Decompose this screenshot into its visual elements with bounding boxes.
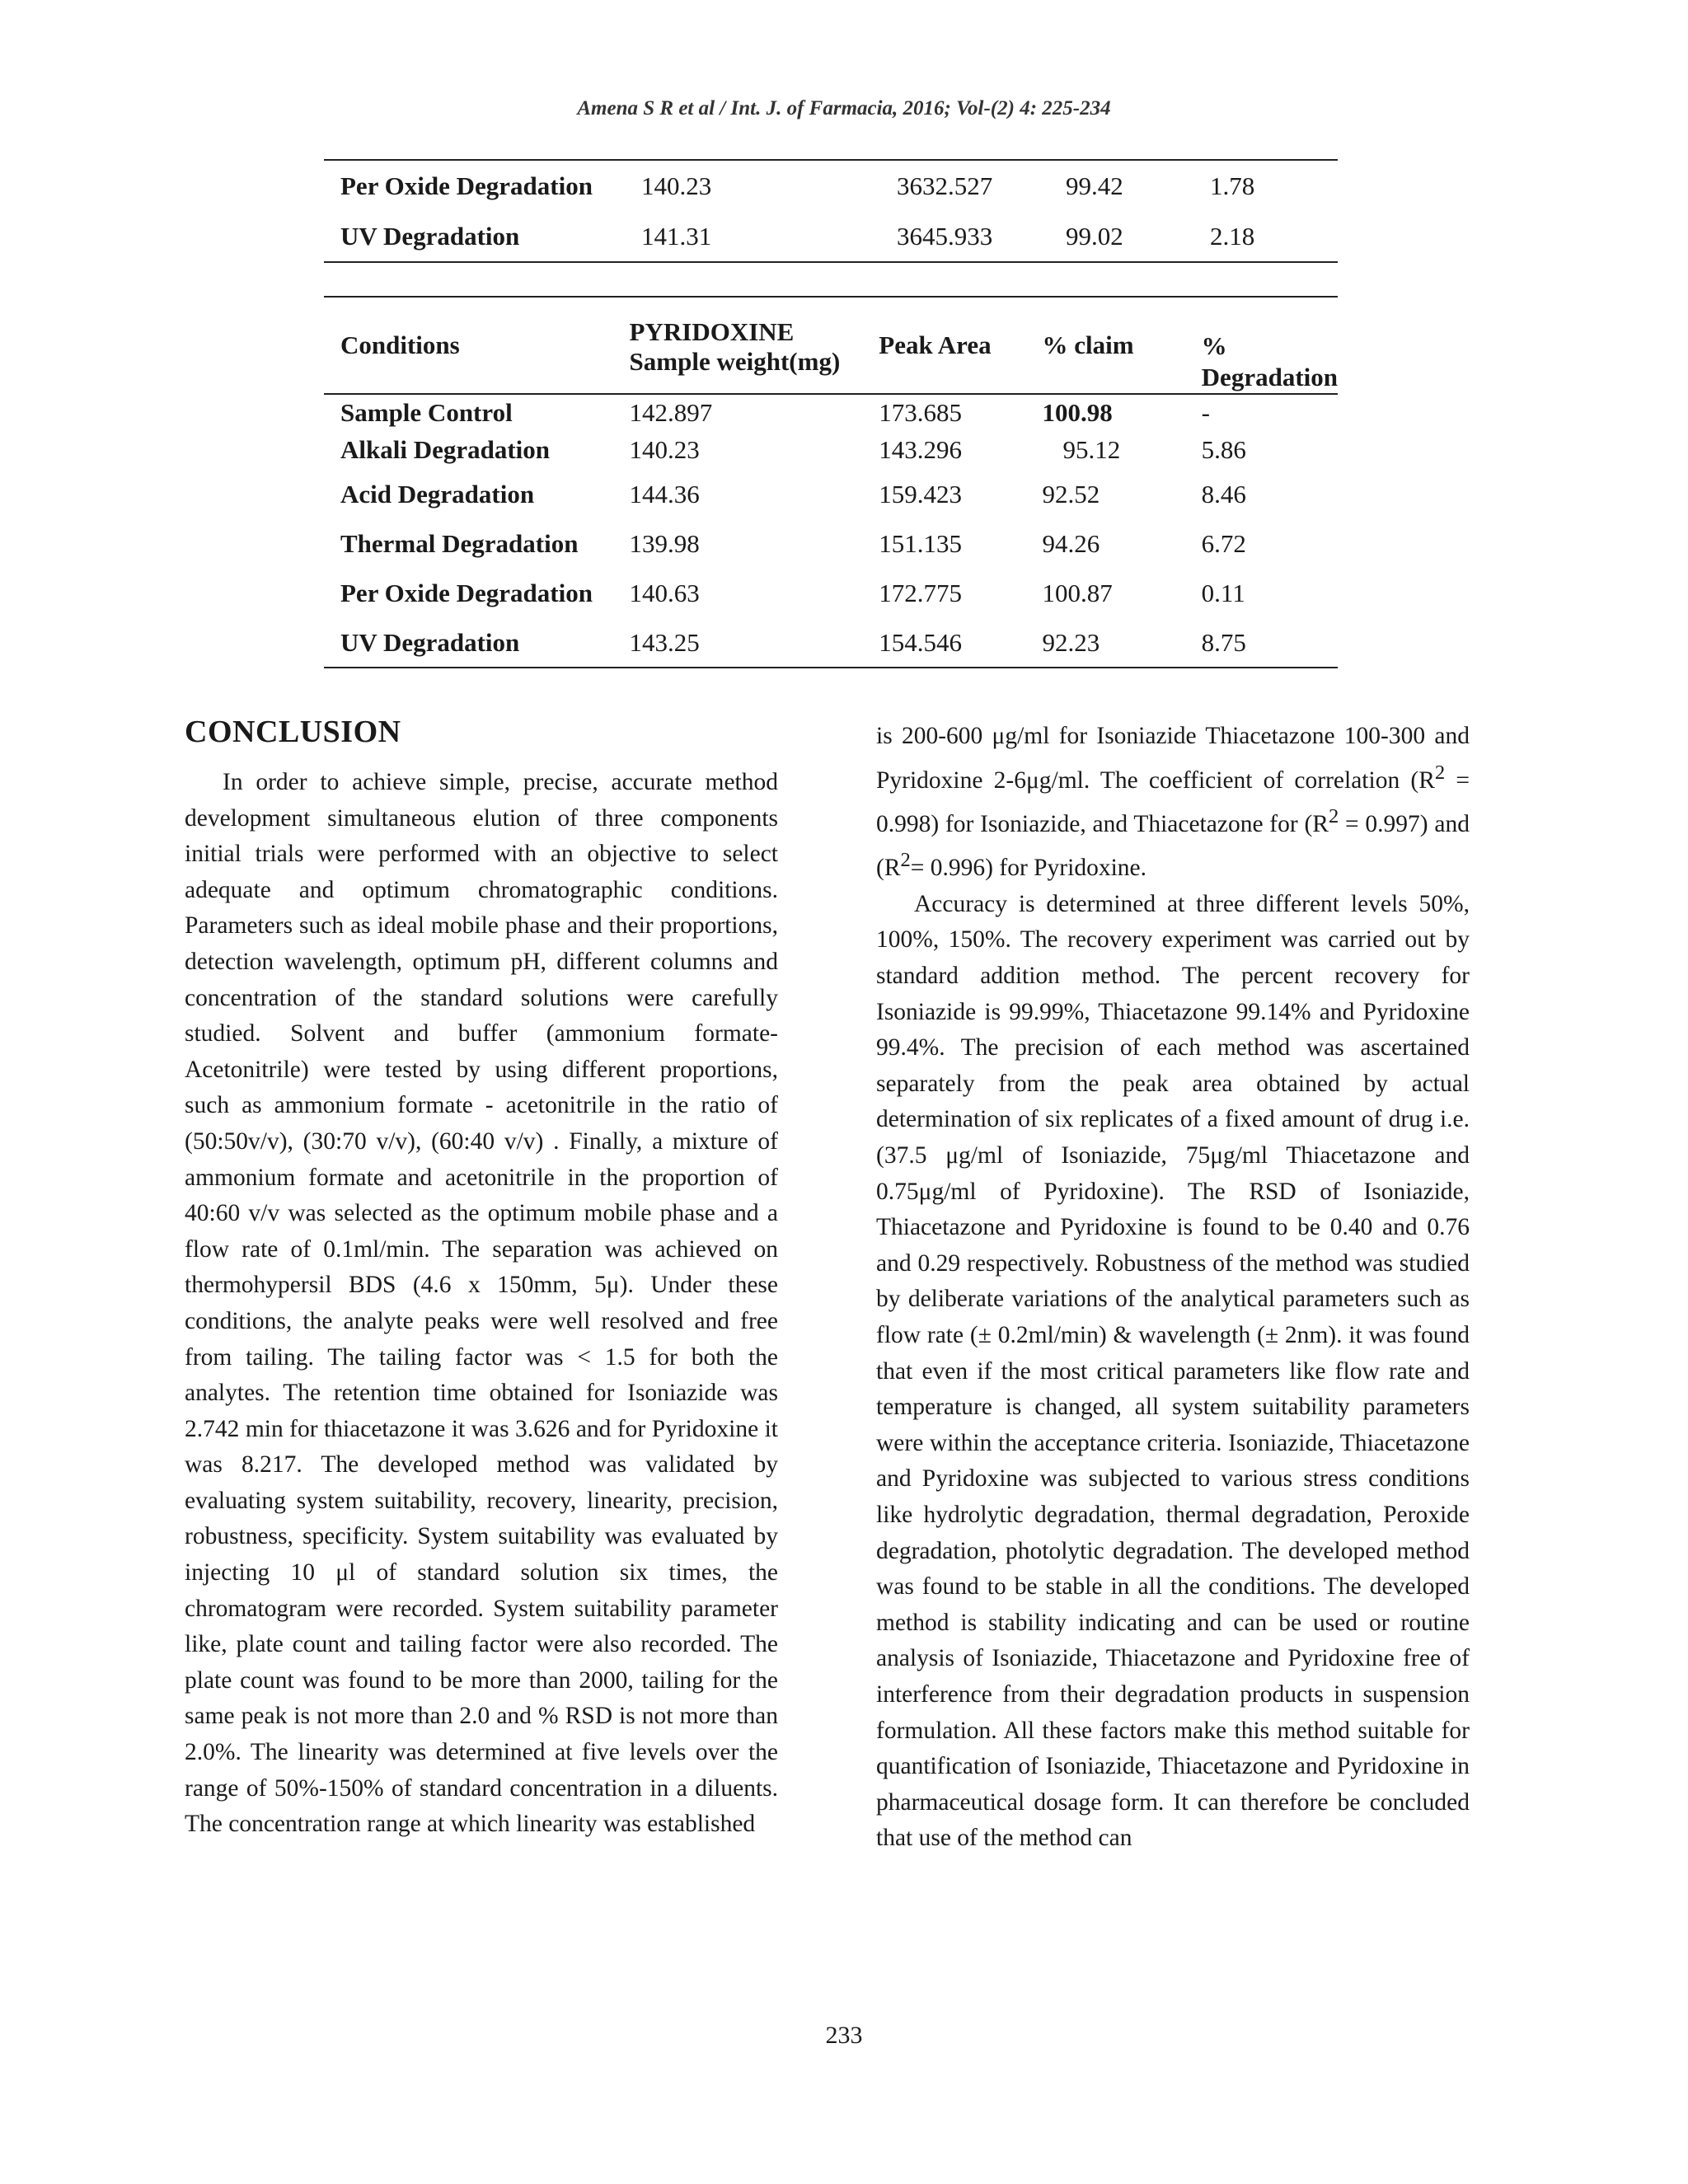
page-number: 233: [825, 2022, 863, 2049]
weight-cell: 140.23: [629, 435, 700, 464]
header-weight-label: Sample weight(mg): [629, 347, 841, 376]
superscript-2: 2: [900, 849, 911, 872]
left-column: [185, 765, 778, 1843]
claim-cell: 99.02: [1066, 221, 1123, 251]
header-degradation: [1185, 297, 1338, 394]
table-header-row: [324, 297, 1338, 394]
conclusion-paragraph-linearity: [876, 719, 1470, 887]
condition-cell: UV Degradation: [340, 221, 520, 251]
header-percent-symbol: %: [1201, 331, 1227, 360]
table-row: [324, 519, 1338, 569]
text-fragment: is 200-600 μg/ml for Isoniazide Thiacetazone 100-300 and Pyridoxine 2-6μg/ml. The coefficient of correlation (R: [876, 723, 1470, 794]
text-fragment: = 0.998) for Isoniazide, and Thiacetazone for (R: [876, 766, 1470, 837]
conclusion-paragraph-1: In order to achieve simple, precise, accurate method development simultaneous elution of three components initial trials were performed with an objective to select adequate and optimum chromatographic conditions. Parameters such as ideal mobile phase and their proportions, detection wavelength, optimum pH, different columns and concentration of the standard solutions were carefully studied. Solvent and buffer (ammonium formate-Acetonitrile) were tested by using different proportions, such as ammonium formate - acetonitrile in the ratio of (50:50v/v), (30:70 v/v), (60:40 v/v) . Finally, a mixture of ammonium formate and acetonitrile in the proportion of 40:60 v/v was selected as the optimum mobile phase and a flow rate of 0.1ml/min. The separation was achieved on thermohypersil BDS (4.6 x 150mm, 5μ). Under these conditions, the analyte peaks were well resolved and free from tailing. The tailing factor was < 1.5 for both the analytes. The retention time obtained for Isoniazide was 2.742 min for thiacetazone it was 3.626 and for Pyridoxine it was 8.217. The developed method was validated by evaluating system suitability, recovery, linearity, precision, robustness, specificity. System suitability was evaluated by injecting 10 μl of standard solution six times, the chromatogram were recorded. System suitability parameter like, plate count and tailing factor were also recorded. The plate count was found to be more than 2000, tailing for the same peak is not more than 2.0 and % RSD is not more than 2.0%. The linearity was determined at five levels over the range of 50%-150% of standard concentration in a diluents. The concentration range at which linearity was established: [185, 769, 778, 1838]
claim-cell: 95.12: [1062, 435, 1121, 464]
header-conditions: Conditions: [324, 297, 613, 394]
degradation-cell: 2.18: [1210, 221, 1255, 251]
condition-cell: Per Oxide Degradation: [340, 171, 593, 200]
table-row: [324, 394, 1338, 430]
claim-cell: 92.23: [1042, 627, 1100, 657]
degradation-cell: 5.86: [1201, 435, 1246, 464]
claim-cell: 92.52: [1042, 480, 1100, 509]
weight-cell: 140.23: [641, 171, 712, 200]
claim-cell: 99.42: [1066, 171, 1123, 200]
degradation-cell: 6.72: [1201, 529, 1246, 558]
header-sample-weight: [613, 297, 863, 394]
weight-cell: 144.36: [629, 480, 700, 509]
table-row: [324, 470, 1338, 519]
right-column: [876, 719, 1470, 1857]
condition-cell: Acid Degradation: [340, 480, 535, 509]
degradation-table-continued: [324, 159, 1338, 263]
conclusion-heading: CONCLUSION: [185, 715, 401, 749]
table-row: [324, 569, 1338, 618]
condition-cell: UV Degradation: [340, 627, 520, 657]
condition-cell: Sample Control: [340, 397, 513, 427]
area-cell: 154.546: [879, 627, 963, 657]
degradation-cell: 8.46: [1201, 480, 1246, 509]
claim-cell: 100.87: [1042, 579, 1113, 607]
superscript-2: 2: [1434, 761, 1446, 784]
running-head: Amena S R et al / Int. J. of Farmacia, 2016; Vol-(2) 4: 225-234: [577, 97, 1111, 120]
header-claim: % claim: [1026, 297, 1185, 394]
area-cell: 159.423: [879, 480, 963, 509]
table-row: [324, 430, 1338, 470]
area-cell: 3632.527: [897, 171, 993, 200]
header-drug-name: PYRIDOXINE: [629, 317, 795, 346]
table-row: [324, 211, 1338, 262]
weight-cell: 139.98: [629, 529, 700, 558]
conclusion-paragraph-accuracy: Accuracy is determined at three different levels 50%, 100%, 150%. The recovery experiment was carried out by standard addition method. The percent recovery for Isoniazide is 99.99%, Thiacetazone 99.14% and Pyridoxine 99.4%. The precision of each method was ascertained separately from the peak area obtained by actual determination of six replicates of a fixed amount of drug i.e. (37.5 μg/ml of Isoniazide, 75μg/ml Thiacetazone and 0.75μg/ml of Pyridoxine). The RSD of Isoniazide, Thiacetazone and Pyridoxine is found to be 0.40 and 0.76 and 0.29 respectively. Robustness of the method was studied by deliberate variations of the analytical parameters such as flow rate (± 0.2ml/min) & wavelength (± 2nm). it was found that even if the most critical parameters like flow rate and temperature is changed, all system suitability parameters were within the acceptance criteria. Isoniazide, Thiacetazone and Pyridoxine was subjected to various stress conditions like hydrolytic degradation, thermal degradation, Peroxide degradation, photolytic degradation. The developed method was found to be stable in all the conditions. The developed method is stability indicating and can be used or routine analysis of Isoniazide, Thiacetazone and Pyridoxine free of interference from their degradation products in suspension formulation. All these factors make this method suitable for quantification of Isoniazide, Thiacetazone and Pyridoxine in pharmaceutical dosage form. It can therefore be concluded that use of the method can: [876, 890, 1470, 1852]
area-cell: 151.135: [879, 529, 963, 558]
degradation-cell: 1.78: [1210, 171, 1255, 200]
condition-cell: Per Oxide Degradation: [340, 579, 593, 607]
superscript-2: 2: [1328, 805, 1339, 828]
area-cell: 143.296: [879, 435, 963, 464]
area-cell: 173.685: [879, 397, 963, 427]
area-cell: 172.775: [879, 579, 963, 607]
pyridoxine-degradation-table: [324, 296, 1338, 668]
condition-cell: Alkali Degradation: [340, 435, 551, 464]
weight-cell: 141.31: [641, 221, 712, 251]
area-cell: 3645.933: [897, 221, 993, 251]
degradation-cell: 8.75: [1201, 627, 1246, 657]
claim-cell: 94.26: [1042, 529, 1100, 558]
table-row: [324, 160, 1338, 211]
condition-cell: Thermal Degradation: [340, 529, 579, 558]
text-fragment: = 0.997) and (R: [876, 810, 1470, 882]
table-row: [324, 618, 1338, 668]
text-fragment: = 0.996) for Pyridoxine.: [910, 855, 1146, 882]
weight-cell: 140.63: [629, 579, 700, 607]
header-degradation-word: Degradation: [1201, 363, 1338, 391]
header-peak-area: Peak Area: [862, 297, 1025, 394]
weight-cell: 142.897: [629, 397, 713, 427]
degradation-cell: 0.11: [1201, 579, 1245, 607]
degradation-cell: -: [1201, 397, 1210, 427]
claim-cell: 100.98: [1042, 397, 1113, 427]
weight-cell: 143.25: [629, 627, 700, 657]
